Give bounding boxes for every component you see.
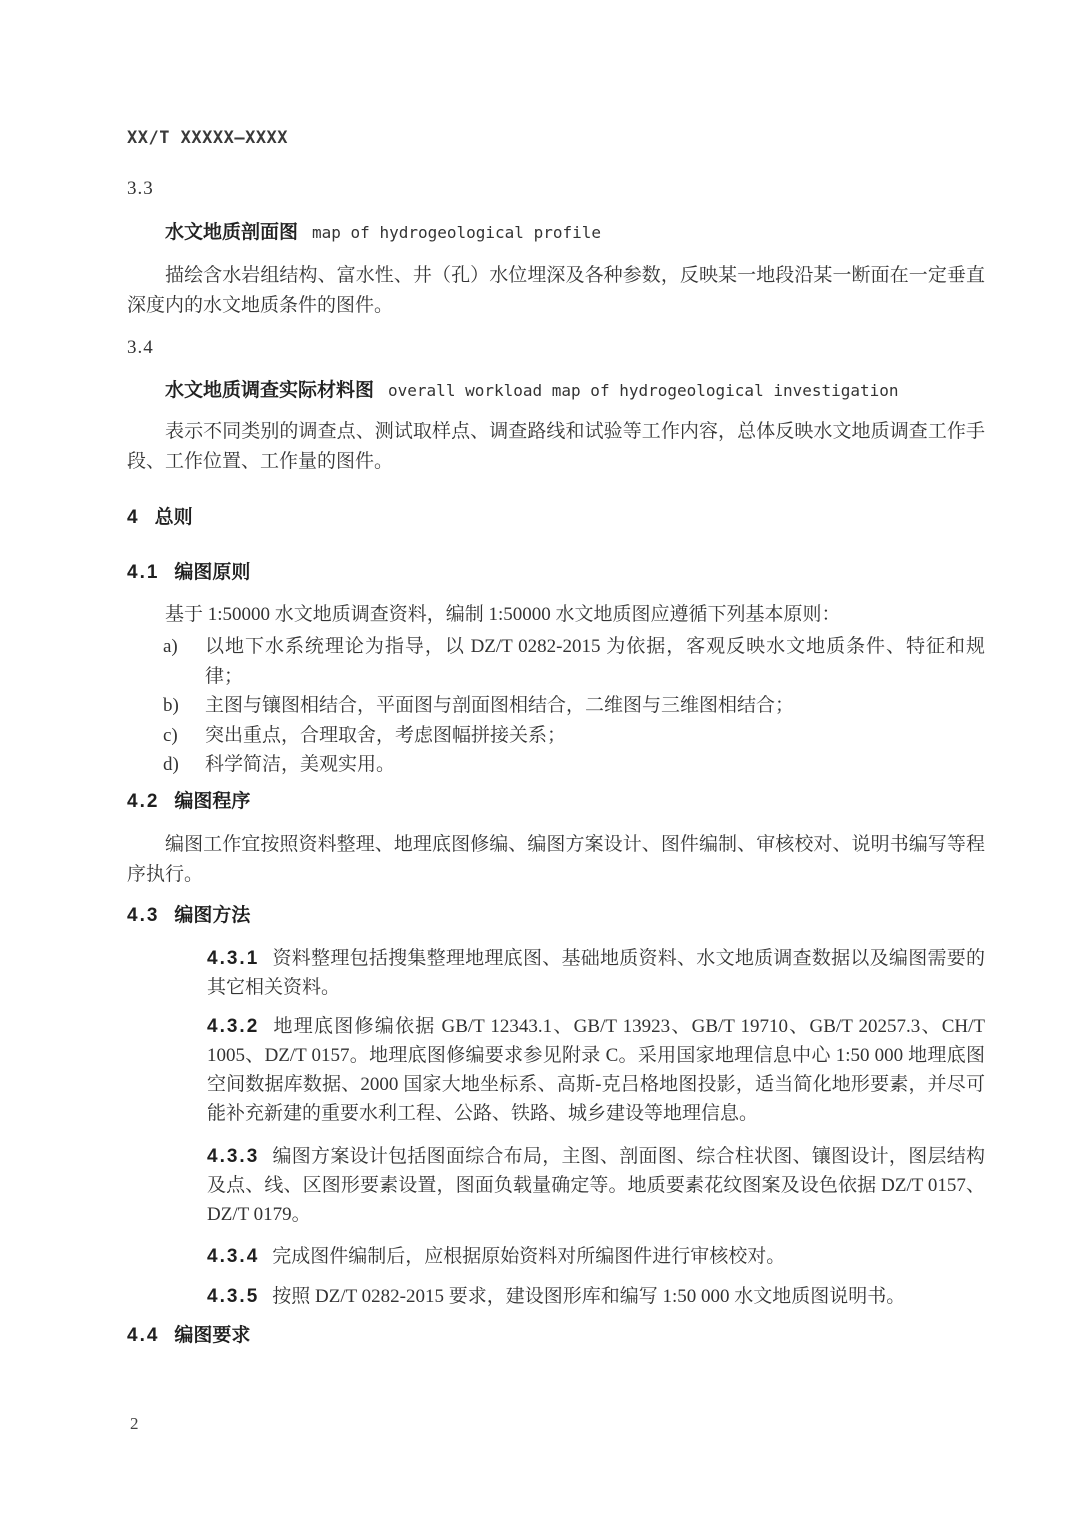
- subclause-text: 编图方案设计包括图面综合布局，主图、剖面图、综合柱状图、镶图设计，图层结构及点、线、区图形要素设置，图面负载量确定等。地质要素花纹图案及设色依据 DZ/T 0157、DZ/T 0179。: [207, 1145, 985, 1225]
- subclause-number: 4.3.3: [207, 1145, 260, 1167]
- doc-code-header: XX/T XXXXX—XXXX: [127, 128, 289, 148]
- clause-title: 总则: [154, 507, 193, 528]
- list-item: [127, 632, 985, 691]
- subsection-title: 编图方法: [174, 904, 251, 926]
- subsection-heading-41: [127, 559, 985, 587]
- subclause-text: 完成图件编制后，应根据原始资料对所编图件进行审核校对。: [272, 1245, 786, 1267]
- list-item-text: 科学简洁，美观实用。: [205, 754, 396, 775]
- principles-list: [127, 632, 985, 780]
- term-en: map of hydrogeological profile: [312, 223, 601, 242]
- list-item-label: b): [163, 695, 179, 716]
- list-item-label: d): [163, 754, 179, 775]
- term-zh: 水文地质调查实际材料图: [165, 380, 375, 401]
- term-definition: 描绘含水岩组结构、富水性、井（孔）水位埋深及各种参数，反映某一地段沿某一断面在一定垂直深度内的水文地质条件的图件。: [127, 265, 985, 316]
- subsection-heading-44: [127, 1322, 985, 1350]
- subsection-title: 编图要求: [174, 1324, 251, 1346]
- list-item-text: 突出重点，合理取舍，考虑图幅拼接关系；: [205, 724, 567, 746]
- subclause-number: 4.3.2: [207, 1015, 260, 1037]
- term-number: 3.4: [127, 337, 154, 358]
- subclause-number: 4.3.1: [207, 947, 260, 969]
- subsection-title: 编图程序: [174, 790, 251, 812]
- subclause-number: 4.3.4: [207, 1245, 260, 1267]
- subsection-number: 4.4: [127, 1324, 160, 1346]
- term-heading: [127, 376, 985, 407]
- subclause-433: [207, 1142, 985, 1229]
- subclause-434: [207, 1242, 985, 1271]
- subsection-number: 4.1: [127, 562, 160, 583]
- body-paragraph: 编图工作宜按照资料整理、地理底图修编、编图方案设计、图件编制、审核校对、说明书编写等程序执行。: [127, 833, 985, 885]
- term-definition: 表示不同类别的调查点、测试取样点、调查路线和试验等工作内容，总体反映水文地质调查工作手段、工作位置、工作量的图件。: [127, 421, 985, 472]
- subclause-432: [207, 1012, 985, 1128]
- term-number: 3.3: [127, 178, 154, 199]
- subclause-431: [207, 944, 985, 1002]
- list-item-text: 主图与镶图相结合，平面图与剖面图相结合，二维图与三维图相结合；: [205, 695, 795, 716]
- subclause-text: 按照 DZ/T 0282-2015 要求，建设图形库和编写 1:50 000 水文地质图说明书。: [272, 1285, 906, 1307]
- subsection-heading-42: [127, 788, 985, 816]
- subsection-number: 4.2: [127, 790, 160, 812]
- subsection-heading-43: [127, 902, 985, 930]
- subclause-number: 4.3.5: [207, 1285, 260, 1307]
- list-item-label: c): [163, 724, 178, 746]
- subsection-number: 4.3: [127, 904, 160, 926]
- intro-paragraph: 基于 1:50000 水文地质调查资料，编制 1:50000 水文地质图应遵循下列基本原则：: [165, 604, 841, 625]
- subclause-435: [207, 1282, 985, 1311]
- subclause-text: 地理底图修编依据 GB/T 12343.1、GB/T 13923、GB/T 19710、GB/T 20257.3、CH/T 1005、DZ/T 0157。地理底图修编要求参见附录 C。采用国家地理信息中心 1:50 000 地理底图空间数据库数据、2000 国家大地坐标系、高斯-克吕格地图投影，适当简化地形要素，并尽可能补充新建的重要水利工程、公路、铁路、城乡建设等地理信息。: [207, 1015, 985, 1124]
- list-item-text: 以地下水系统理论为指导，以 DZ/T 0282-2015 为依据，客观反映水文地质条件、特征和规律；: [205, 636, 985, 687]
- list-item-label: a): [163, 636, 178, 657]
- subsection-title: 编图原则: [174, 562, 251, 583]
- clause-heading: [127, 504, 985, 532]
- list-item: [127, 721, 985, 751]
- page-number: 2: [130, 1413, 139, 1433]
- list-item: [127, 691, 985, 721]
- term-zh: 水文地质剖面图: [165, 222, 299, 243]
- term-heading: [127, 218, 985, 249]
- clause-number: 4: [127, 507, 140, 528]
- subclause-text: 资料整理包括搜集整理地理底图、基础地质资料、水文地质调查数据以及编图需要的其它相关资料。: [207, 947, 985, 998]
- list-item: [127, 750, 985, 780]
- term-en: overall workload map of hydrogeological investigation: [388, 381, 899, 400]
